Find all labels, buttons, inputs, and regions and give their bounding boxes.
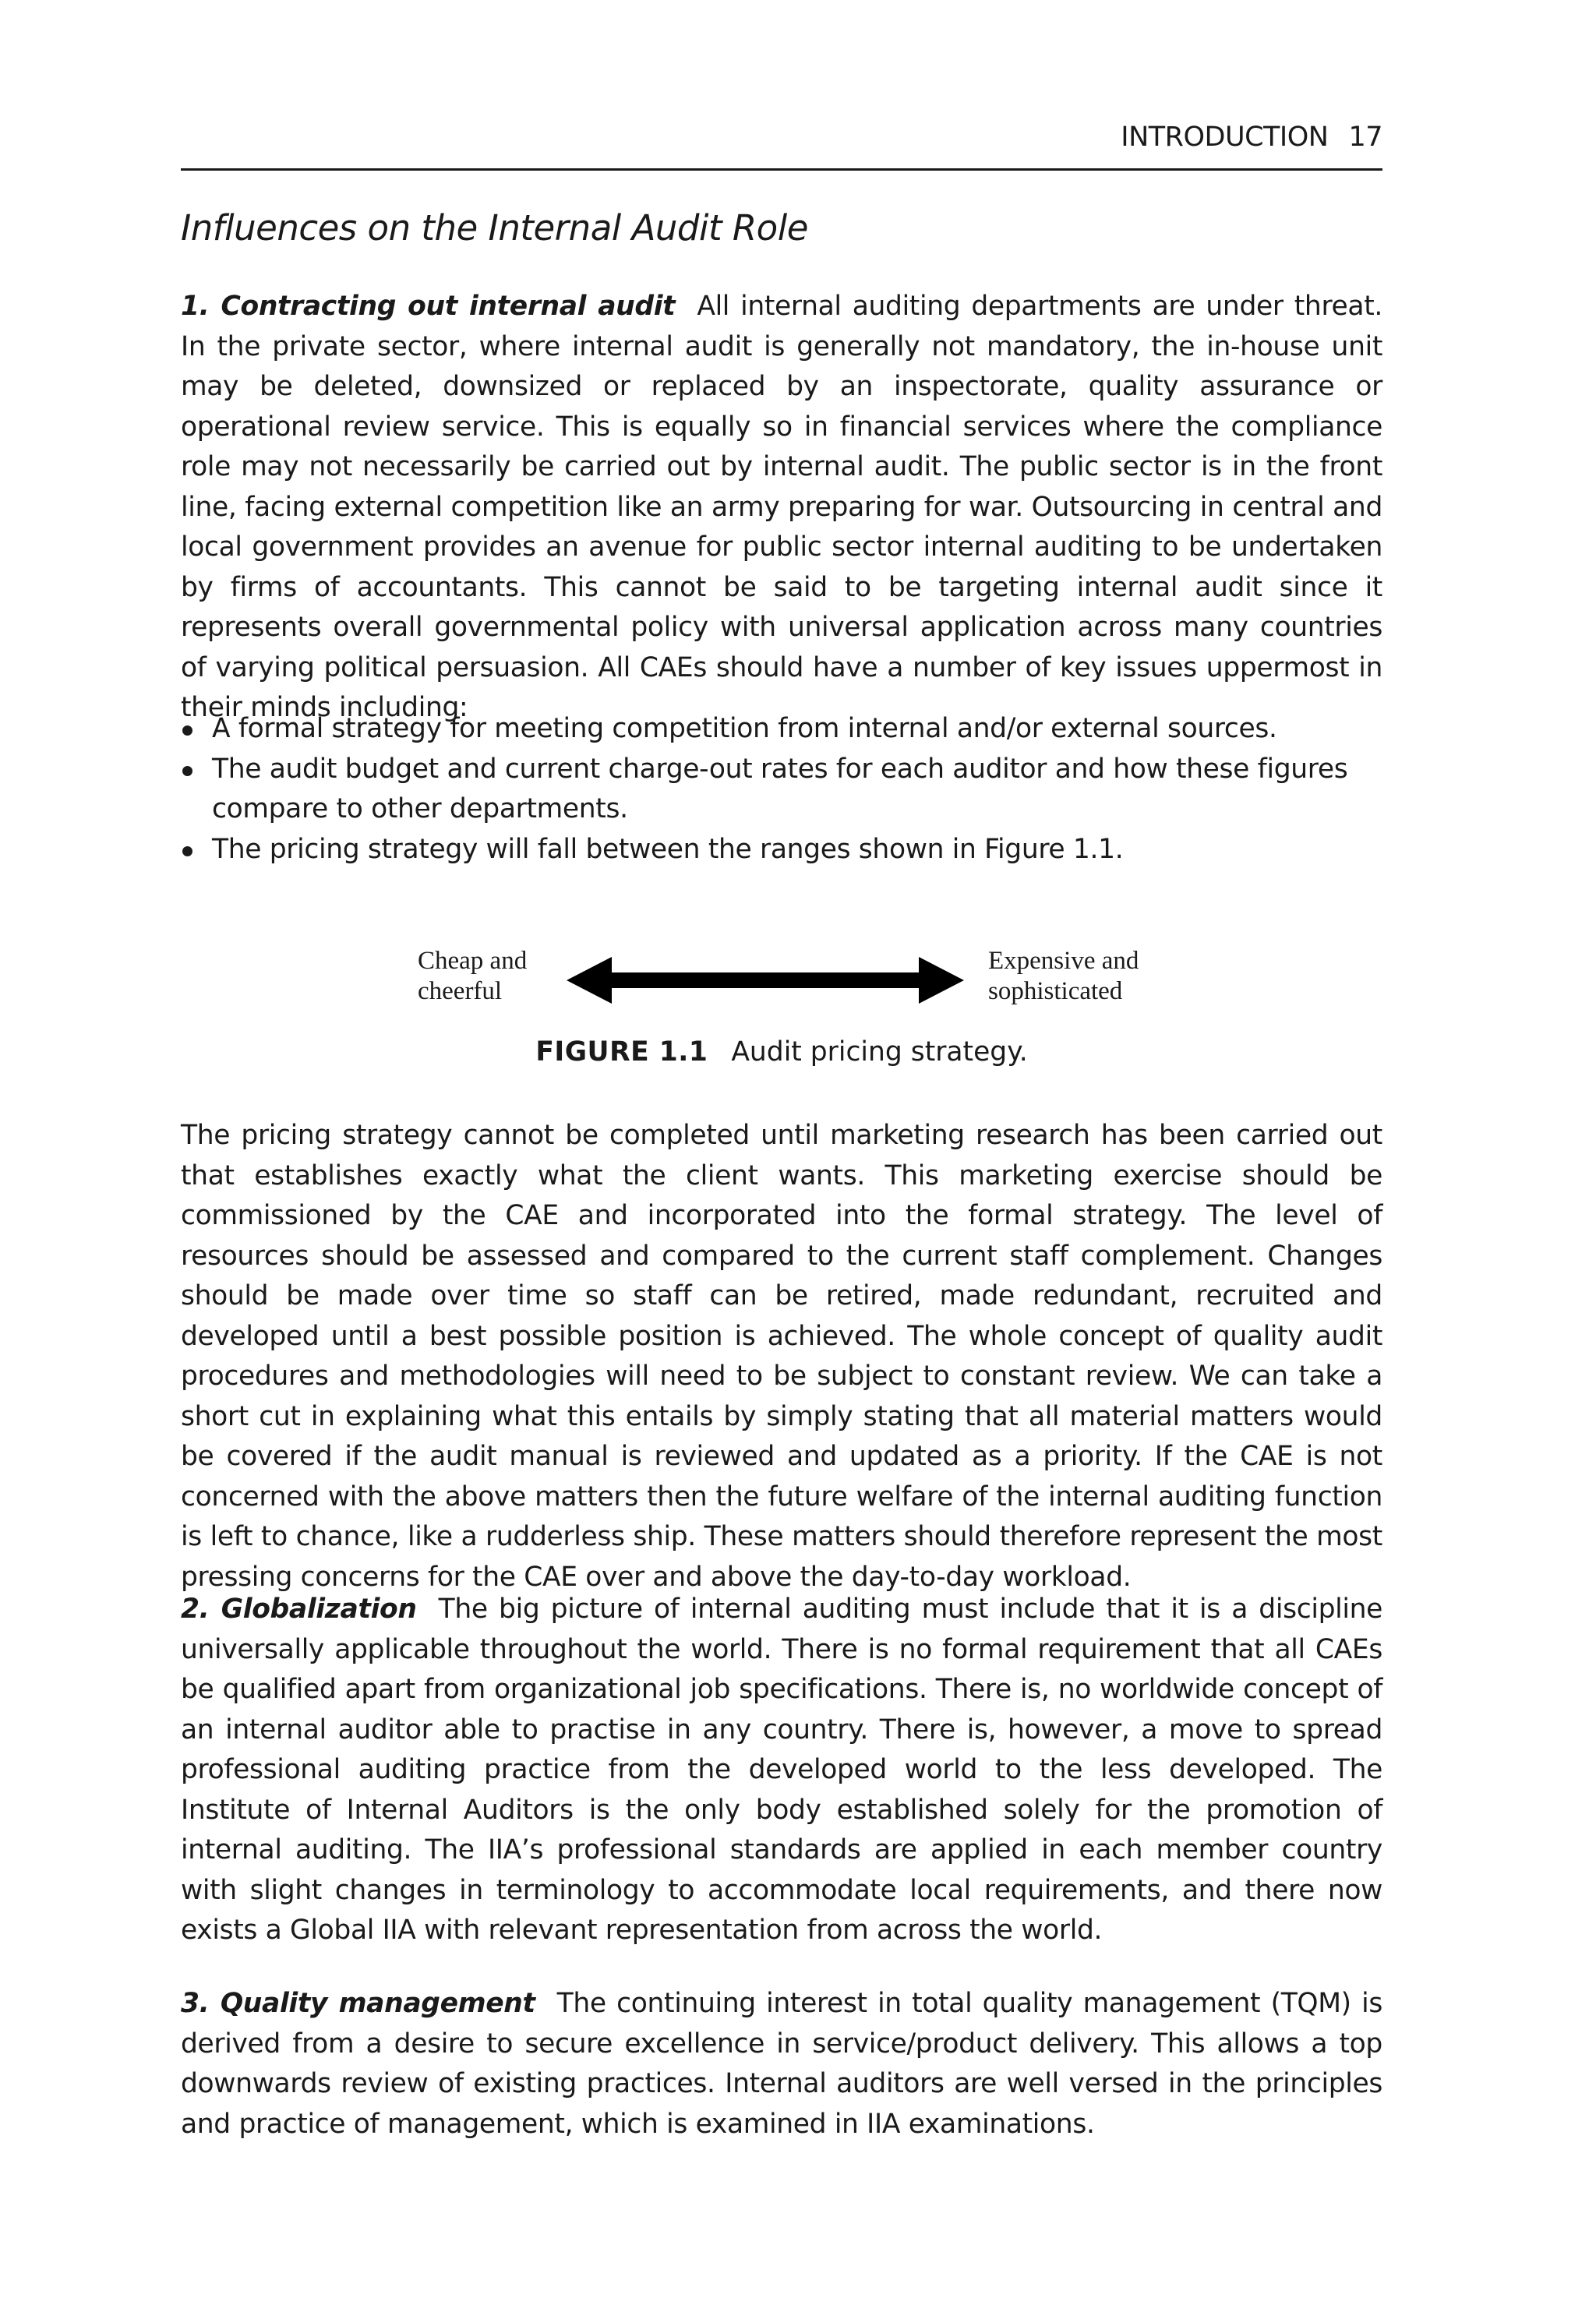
run-in-heading-contracting-out: 1. Contracting out internal audit: [181, 291, 676, 322]
figure-right-label-line2: sophisticated: [988, 977, 1123, 1005]
list-item: [181, 750, 1382, 830]
run-in-heading-quality-management: 3. Quality management: [181, 1988, 535, 2019]
running-title: INTRODUCTION: [1121, 122, 1329, 153]
figure-left-label-line1: Cheap and: [418, 947, 528, 975]
paragraph-text: The continuing interest in total quality management (TQM) is derived from a desire to secure excellence in service/product delivery. This allows a top downwards review of existing practices. Internal auditors are well versed in the principles and practice of management, which is examined in IIA examinations.: [181, 1988, 1382, 2140]
paragraph-text: All internal auditing departments are under threat. In the private sector, where internal audit is generally not mandatory, the in-house unit may be deleted, downsized or replaced by an inspectorate, quality assurance or operational review service. This is equally so in financial services where the compliance role may not necessarily be carried out by internal audit. The public sector is in the front line, facing external competition like an army preparing for war. Outsourcing in central and local government provides an avenue for public sector internal auditing to be undertaken by firms of accountants. This cannot be said to be targeting internal audit since it represents overall governmental policy with universal application across many countries of varying political persuasion. All CAEs should have a number of key issues uppermost in their minds including:: [181, 291, 1382, 723]
figure-caption: [181, 1036, 1382, 1068]
list-item: [181, 709, 1382, 750]
figure-right-label: [988, 946, 1139, 1007]
bullet-icon: [182, 725, 192, 736]
figure-left-label-line2: cheerful: [418, 977, 503, 1005]
paragraph-quality-management: [181, 1984, 1382, 2144]
paragraph-contracting-out: [181, 287, 1382, 729]
list-item: [181, 830, 1382, 870]
paragraph-pricing-strategy: The pricing strategy cannot be completed until marketing research has been carried out that establishes exactly what the client wants. This marketing exercise should be commissioned by the CAE and incorporated into the formal strategy. The level of resources should be assessed and compared to the current staff complement. Changes should be made over time so staff can be retired, made redundant, recruited and developed until a best possible position is achieved. The whole concept of quality audit procedures and methodologies will need to be subject to constant review. We can take a short cut in explaining what this entails by simply stating that all material matters would be covered if the audit manual is reviewed and updated as a priority. If the CAE is not concerned with the above matters then the future welfare of the internal auditing function is left to chance, like a rudderless ship. These matters should therefore represent the most pressing concerns for the CAE over and above the day-to-day workload.: [181, 1120, 1382, 1593]
list-item-text: The audit budget and current charge-out rates for each auditor and how these figures compare to other departments.: [212, 753, 1348, 824]
bullet-icon: [182, 846, 192, 856]
list-item-text: The pricing strategy will fall between the ranges shown in Figure 1.1.: [212, 833, 1124, 865]
bullet-list: [181, 709, 1382, 870]
figure-left-label: [418, 946, 527, 1007]
bullet-icon: [182, 766, 192, 776]
section-title: Influences on the Internal Audit Role: [181, 207, 808, 249]
paragraph-text: The big picture of internal auditing must include that it is a discipline universally applicable throughout the world. There is no formal requirement that all CAEs be qualified apart from organizational job specifications. There is, no worldwide concept of an internal auditor able to practise in any country. There is, however, a move to spread professional auditing practice from the developed world to the less developed. The Institute of Internal Auditors is the only body established solely for the promotion of internal auditing. The IIA’s professional standards are applied in each member country with slight changes in terminology to accommodate local requirements, and there now exists a Global IIA with relevant representation from across the world.: [181, 1594, 1382, 1946]
page-number: 17: [1348, 122, 1382, 153]
figure-right-label-line1: Expensive and: [988, 947, 1139, 975]
running-header: [181, 122, 1382, 153]
figure-caption-text: Audit pricing strategy.: [731, 1036, 1028, 1068]
double-arrow-icon: [567, 957, 964, 1004]
paragraph-globalization: [181, 1590, 1382, 1951]
run-in-heading-globalization: 2. Globalization: [181, 1594, 417, 1625]
figure-caption-label: FIGURE 1.1: [535, 1036, 708, 1068]
header-rule: [181, 168, 1382, 171]
list-item-text: A formal strategy for meeting competition from internal and/or external sources.: [212, 713, 1277, 744]
